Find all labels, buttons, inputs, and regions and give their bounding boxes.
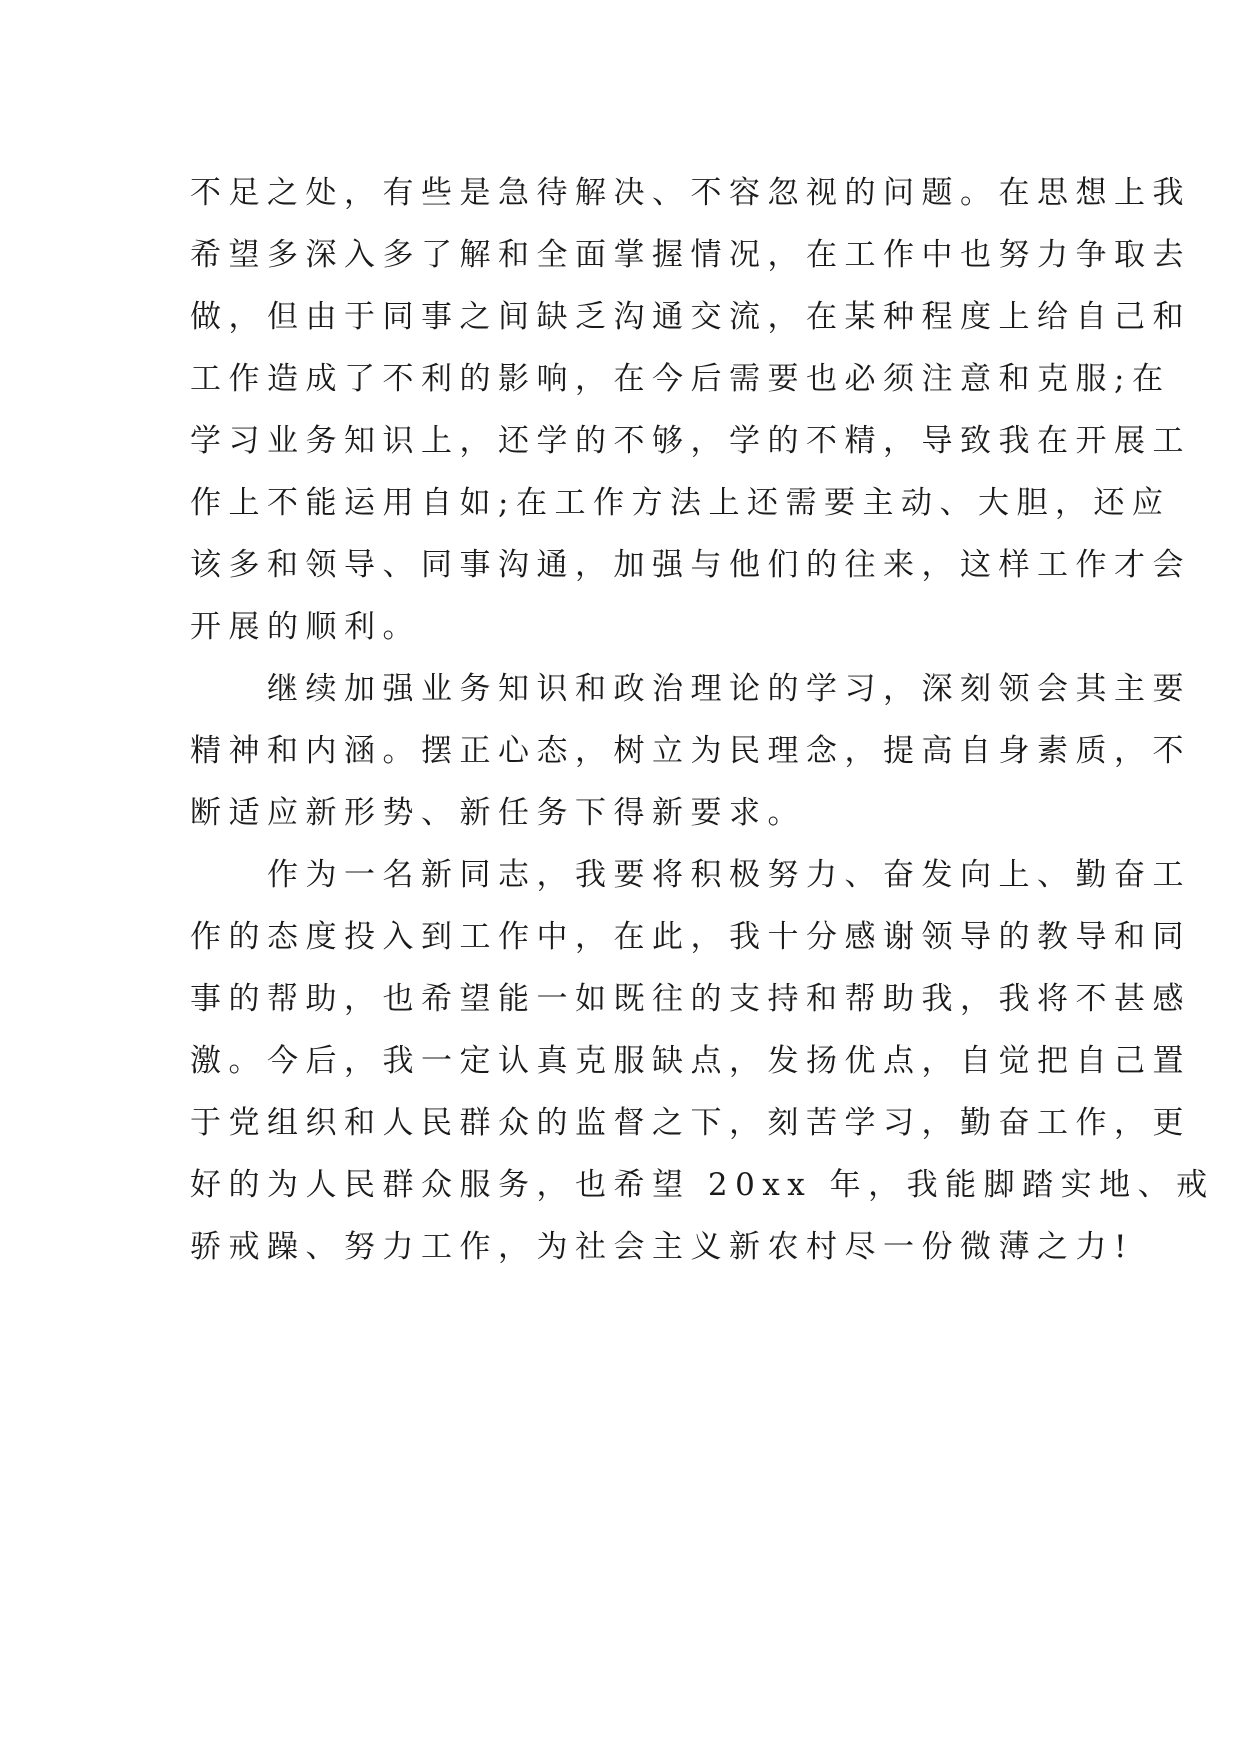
- text-line: 学习业务知识上，还学的不够，学的不精，导致我在开展工: [190, 423, 1191, 459]
- text-line: 工作造成了不利的影响，在今后需要也必须注意和克服;在: [190, 361, 1171, 397]
- text-line: 作为一名新同志，我要将积极努力、奋发向上、勤奋工: [190, 857, 1191, 893]
- text-line: 开展的顺利。: [190, 609, 421, 645]
- text-line: 断适应新形势、新任务下得新要求。: [190, 795, 806, 831]
- text-line: 好的为人民群众服务，也希望 20xx 年，我能脚踏实地、戒: [190, 1167, 1215, 1203]
- text-line: 做，但由于同事之间缺乏沟通交流，在某种程度上给自己和: [190, 299, 1191, 335]
- text-line: 继续加强业务知识和政治理论的学习，深刻领会其主要: [190, 671, 1191, 707]
- text-line: 希望多深入多了解和全面掌握情况，在工作中也努力争取去: [190, 237, 1191, 273]
- text-line: 作上不能运用自如;在工作方法上还需要主动、大胆，还应: [190, 485, 1171, 521]
- text-line: 激。今后，我一定认真克服缺点，发扬优点，自觉把自己置: [190, 1043, 1191, 1079]
- text-line: 于党组织和人民群众的监督之下，刻苦学习，勤奋工作，更: [190, 1105, 1191, 1141]
- text-line: 该多和领导、同事沟通，加强与他们的往来，这样工作才会: [190, 547, 1191, 583]
- text-line: 精神和内涵。摆正心态，树立为民理念，提高自身素质，不: [190, 733, 1191, 769]
- text-line: 不足之处，有些是急待解决、不容忽视的问题。在思想上我: [190, 175, 1191, 211]
- text-line: 事的帮助，也希望能一如既往的支持和帮助我，我将不甚感: [190, 981, 1191, 1017]
- text-line: 作的态度投入到工作中，在此，我十分感谢领导的教导和同: [190, 919, 1191, 955]
- text-line: 骄戒躁、努力工作，为社会主义新农村尽一份微薄之力!: [190, 1229, 1134, 1265]
- body-text: [190, 162, 1215, 1278]
